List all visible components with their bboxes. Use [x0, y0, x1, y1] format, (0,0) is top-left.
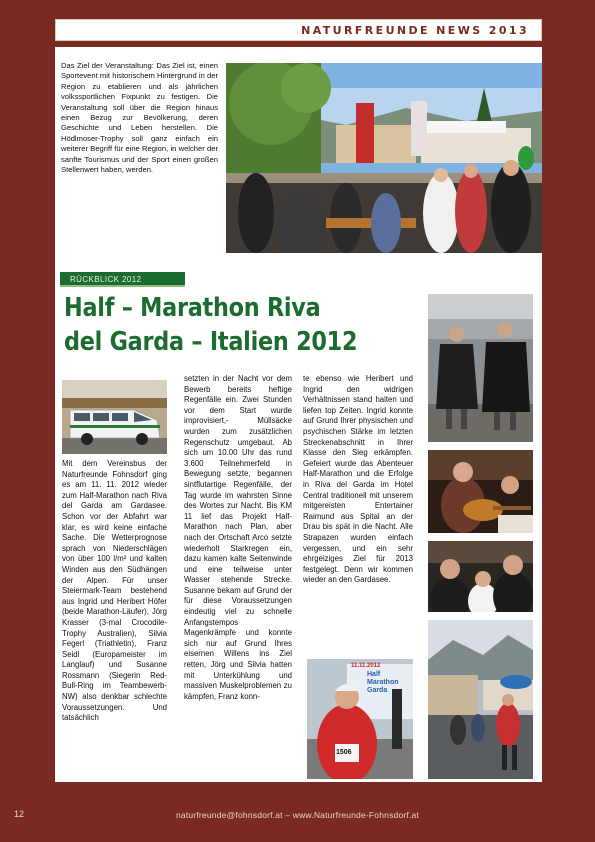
magazine-header — [55, 19, 542, 41]
runner-finish-photo — [307, 659, 413, 779]
article-headline: Half – Marathon Riva del Garda – Italien 2012 — [64, 293, 358, 357]
team-celebration-photo — [428, 541, 533, 612]
page-content — [55, 47, 542, 782]
photo-banner-date: 11.11.2012 — [351, 663, 381, 669]
section-badge: RÜCKBLICK 2012 — [60, 272, 185, 287]
page-number: 12 — [14, 809, 25, 819]
magazine-title: NATURFREUNDE NEWS 2013 — [301, 24, 529, 37]
entertainer-guitar-photo — [428, 450, 533, 533]
rainy-race-street-photo — [428, 620, 533, 779]
photo-banner-text: Half Marathon Garda — [367, 671, 399, 694]
photo-bib-number: 1506 — [336, 749, 352, 756]
intro-text: Das Ziel der Veranstaltung: Das Ziel ist, einen Sportevent mit historischem Hintergrund in der Region zu etablieren und als jährlichen volkssportlichen Fixpunkt zu festigen. Die Veranstaltung soll über die Region hinaus einen Bezug zur Bevölkerung, deren Geschichte und Leben herstellen. Die Hödlmoser-Trophy soll ganz einfach ein weiterer Begriff für eine Region, in welcher der sanfte Tourismus und der Sport einen großen Stellenwert haben, werden. — [61, 61, 218, 175]
event-photo — [226, 63, 542, 253]
article-column-1: Mit dem Vereinsbus der Naturfreunde Fohnsdorf ging es am 11. 11. 2012 wieder zum Half-Marathon nach Riva del Garda am Gardasee. Schon vor der Abfahrt war klar, es wird keine einfache Sache. Die Wetterprognose sprach von Niederschlägen von über 100 l/m² und kalten Winden aus den Südhängen der Alpen. Für unser Steiermark-Team bestehend aus Ingrid und Heribert Höfer (beide Marathon-Läufer), Jörg Krasser (3-mal Crocodile-Trophy Australien), Silvia Fegerl (Triathletin), Franz Seidl (Europameister im Langlauf) und Susanne Rossmann (Siegerin Red-Bull-Ring im Teambewerb-NW) also denkbar schlechte Voraussetzungen. Und tatsächlich — [62, 459, 167, 723]
article-column-3: te ebenso wie Heribert und Ingrid den widrigen Verhältnissen stand halten und liefen top Zeiten. Ingrid konnte auf Grund Ihrer physischen und psychischen Stärke im letzten Streckenabschnitt in Ihrer Klasse den Sieg erkämpfen. Gefeiert wurde das Abenteuer Half-Marathon und die Erfolge in Riva del Garda im Hotel Central traditionell mit unserem mitgereisten Entertainer Raimund aus Spital an der Drau bis spät in die Nacht. Alle Strapazen wurden einfach vergessen, und ein sehr ehrgeiziges Ziel für 2013 festgelegt. Denn wir kommen wieder an den Gardasee. — [303, 374, 413, 585]
club-bus-photo — [62, 380, 167, 454]
footer-contact: naturfreunde@fohnsdorf.at – www.Naturfreunde-Fohnsdorf.at — [175, 810, 420, 820]
article-column-2: setzten in der Nacht vor dem Bewerb bereits heftige Regenfälle ein. Zwei Stunden vor dem Start wurde improvisiert,- Müllsäcke wurden zum zusätzlichen Regenschutz umgebaut. Ab sich um 10.00 Uhr das rund 3.600 Teilnehmerfeld in Bewegung setzte, begannen sintflutartige Regenfälle, der Tag wurde im wahrsten Sinne des Wortes zur Nacht. Bis KM 11 lief das Projekt Half-Marathon nach Plan, aber nach der Ortschaft Arco setzte wiederholt Starkregen ein, dazu kamen kalte Seitenwinde und eine teilweise unter Wasser stehende Strecke. Susanne bekam auf Grund der für diese Voraussetzungen eindeutig viel zu schnelle Anfangstempos Magenkrämpfe und konnte sich nur auf Grund Ihres eisernen Willens ins Ziel retten, Jörg und Silvia hatten mit Unterkühlung und massiven Muskelproblemen zu kämpfen, Franz konn- — [184, 374, 292, 701]
runners-in-bags-photo — [428, 294, 533, 442]
